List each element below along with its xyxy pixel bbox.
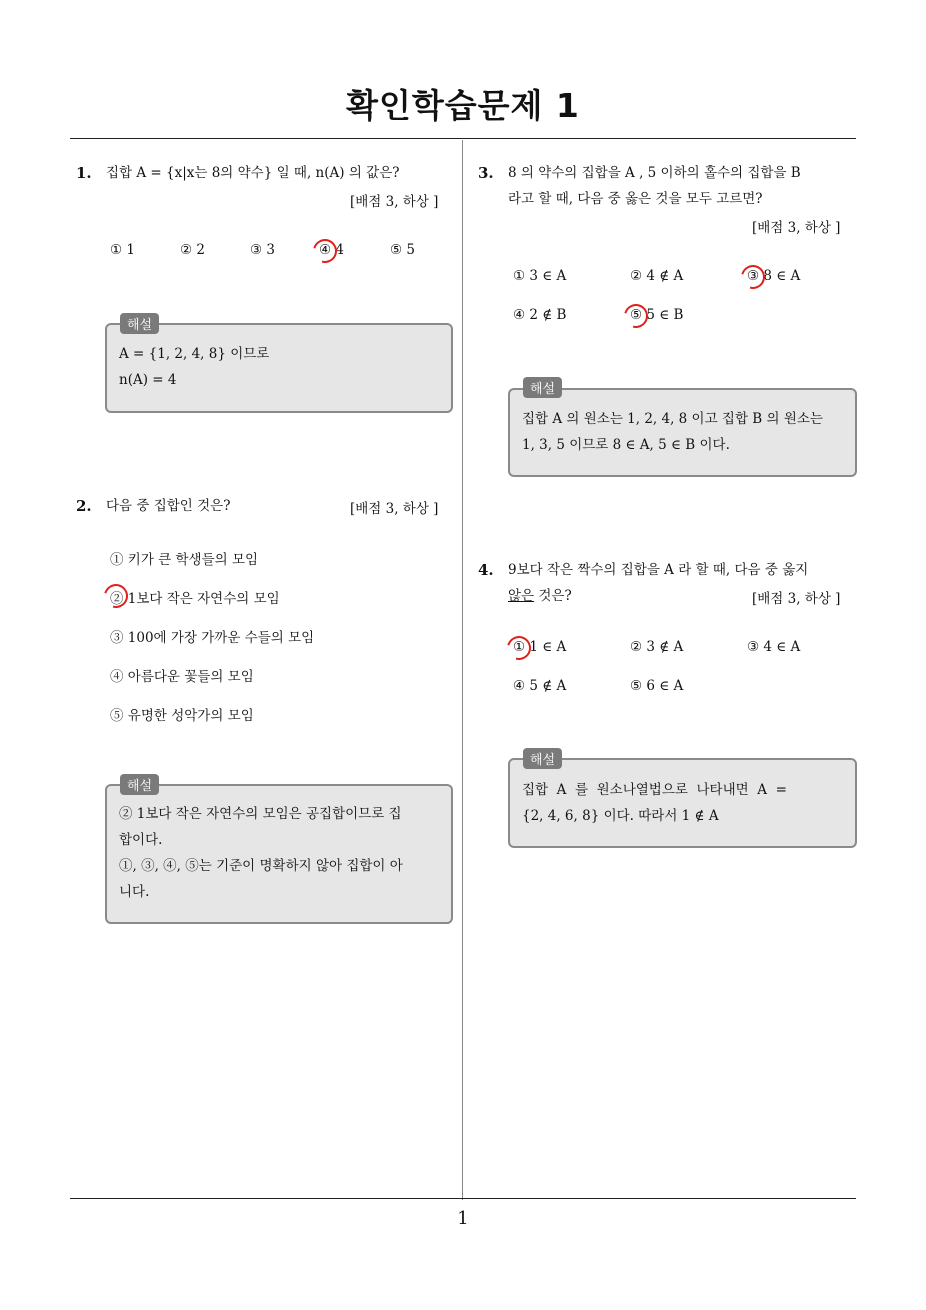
page-title: 확인학습문제 1: [346, 86, 580, 125]
option-4[interactable]: ④ 2 ∉ B: [513, 307, 567, 323]
option-5[interactable]: ⑤ 5: [390, 242, 415, 258]
question-points: [배점 3, 하상 ]: [752, 220, 841, 236]
option-3[interactable]: ③ 100에 가장 가까운 수들의 모임: [110, 630, 315, 646]
answer-circle-mark: [100, 580, 133, 613]
option-4[interactable]: ④ 4: [319, 242, 344, 258]
question-stem: 다음 중 집합인 것은?: [106, 498, 231, 514]
question-stem-line-2: 라고 할 때, 다음 중 옳은 것을 모두 고르면?: [508, 191, 763, 207]
question-number: 2.: [76, 497, 92, 515]
explanation-text: ② 1보다 작은 자연수의 모임은 공집합이므로 집 합이다. ①, ③, ④, ⑤는 기준이 명확하지 않아 집합이 아 니다.: [119, 806, 403, 900]
option-1[interactable]: ① 3 ∈ A: [513, 268, 567, 284]
answer-circle-mark: [309, 235, 342, 268]
question-number: 1.: [76, 164, 92, 182]
question-points: [배점 3, 하상 ]: [350, 501, 439, 517]
option-1[interactable]: ① 키가 큰 학생들의 모임: [110, 552, 259, 568]
answer-circle-mark: [620, 300, 653, 333]
explanation-tag: 해설: [120, 313, 159, 334]
explanation-text: A = {1, 2, 4, 8} 이므로 n(A) = 4: [119, 346, 270, 388]
option-5[interactable]: ⑤ 5 ∈ B: [630, 307, 684, 323]
option-5[interactable]: ⑤ 유명한 성악가의 모임: [110, 708, 254, 724]
question-points: [배점 3, 하상 ]: [350, 194, 439, 210]
option-5[interactable]: ⑤ 6 ∈ A: [630, 678, 684, 694]
explanation-text: 집합 A 를 원소나열법으로 나타내면 A = {2, 4, 6, 8} 이다. 따라서 1 ∉ A: [522, 782, 787, 824]
question-stem-line-1: 8 의 약수의 집합을 A , 5 이하의 홀수의 집합을 B: [508, 165, 801, 181]
option-2[interactable]: ② 1보다 작은 자연수의 모임: [110, 591, 280, 607]
question-number: 3.: [478, 164, 494, 182]
option-1[interactable]: ① 1: [110, 242, 135, 258]
explanation-tag: 해설: [523, 377, 562, 398]
option-2[interactable]: ② 4 ∉ A: [630, 268, 684, 284]
answer-circle-mark: [737, 261, 770, 294]
explanation-text: 집합 A 의 원소는 1, 2, 4, 8 이고 집합 B 의 원소는 1, 3, 5 이므로 8 ∈ A, 5 ∈ B 이다.: [522, 411, 823, 453]
explanation-tag: 해설: [523, 748, 562, 769]
option-3[interactable]: ③ 8 ∈ A: [747, 268, 801, 284]
column-divider: [462, 140, 463, 1200]
question-stem: 집합 A = {x|x는 8의 약수} 일 때, n(A) 의 값은?: [106, 165, 400, 181]
option-3[interactable]: ③ 4 ∈ A: [747, 639, 801, 655]
option-2[interactable]: ② 3 ∉ A: [630, 639, 684, 655]
explanation-tag: 해설: [120, 774, 159, 795]
option-4[interactable]: ④ 5 ∉ A: [513, 678, 567, 694]
option-2[interactable]: ② 2: [180, 242, 205, 258]
bottom-divider: [70, 1198, 856, 1199]
page-number: 1: [457, 1208, 469, 1229]
option-1[interactable]: ① 1 ∈ A: [513, 639, 567, 655]
option-4[interactable]: ④ 아름다운 꽃들의 모임: [110, 669, 254, 685]
answer-circle-mark: [503, 632, 536, 665]
option-3[interactable]: ③ 3: [250, 242, 275, 258]
top-divider: [70, 138, 856, 139]
question-points: [배점 3, 하상 ]: [752, 591, 841, 607]
question-number: 4.: [478, 561, 494, 579]
question-stem-line-1: 9보다 작은 짝수의 집합을 A 라 할 때, 다음 중 옳지: [508, 562, 809, 578]
question-stem-line-2: 않은 것은?: [508, 588, 572, 604]
